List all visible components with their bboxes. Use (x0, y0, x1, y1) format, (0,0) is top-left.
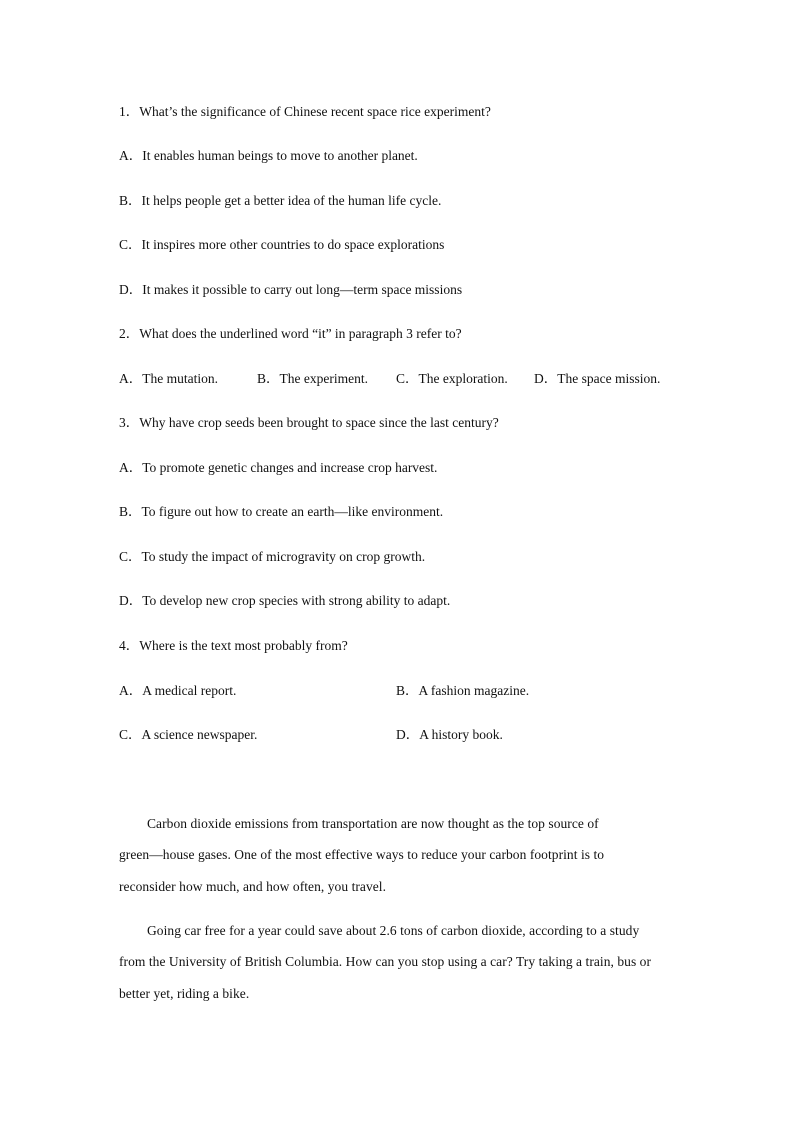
question-1-option-d: D．It makes it possible to carry out long—term space missions (119, 282, 463, 297)
question-2-option-d: D．The space mission. (534, 371, 661, 386)
question-3-option-d: D．To develop new crop species with strong ability to adapt. (119, 593, 451, 608)
question-3-option-a: A．To promote genetic changes and increase crop harvest. (119, 460, 438, 475)
question-4-stem: 4．Where is the text most probably from? (119, 638, 348, 653)
question-2-option-b: B．The experiment. (257, 371, 368, 386)
passage-paragraph-1-line-3: reconsider how much, and how often, you travel. (119, 879, 387, 894)
question-2-option-c: C．The exploration. (396, 371, 508, 386)
question-1-option-c: C．It inspires more other countries to do space explorations (119, 237, 445, 252)
question-4-option-c: C．A science newspaper. (119, 727, 258, 742)
question-2-option-a: A．The mutation. (119, 371, 218, 386)
question-3-option-b: B．To figure out how to create an earth—like environment. (119, 504, 444, 519)
question-3-option-c: C．To study the impact of microgravity on crop growth. (119, 549, 426, 564)
passage-paragraph-1-line-2: green—house gases. One of the most effective ways to reduce your carbon footprint is to (119, 847, 605, 862)
passage-paragraph-2-line-1: Going car free for a year could save about 2.6 tons of carbon dioxide, according to a study (147, 923, 640, 938)
question-4-option-a: A．A medical report. (119, 683, 237, 698)
question-4-option-b: B．A fashion magazine. (396, 683, 530, 698)
question-1-stem: 1．What’s the significance of Chinese recent space rice experiment? (119, 104, 491, 119)
passage-paragraph-2-line-2: from the University of British Columbia. How can you stop using a car? Try taking a train, bus or (119, 954, 652, 969)
question-2-stem: 2．What does the underlined word “it” in paragraph 3 refer to? (119, 326, 462, 341)
question-4-option-d: D．A history book. (396, 727, 503, 742)
passage-paragraph-1-line-1: Carbon dioxide emissions from transportation are now thought as the top source of (147, 816, 599, 831)
question-1-option-b: B．It helps people get a better idea of the human life cycle. (119, 193, 442, 208)
question-1-option-a: A．It enables human beings to move to another planet. (119, 148, 418, 163)
question-3-stem: 3．Why have crop seeds been brought to space since the last century? (119, 415, 499, 430)
passage-paragraph-2-line-3: better yet, riding a bike. (119, 986, 250, 1001)
